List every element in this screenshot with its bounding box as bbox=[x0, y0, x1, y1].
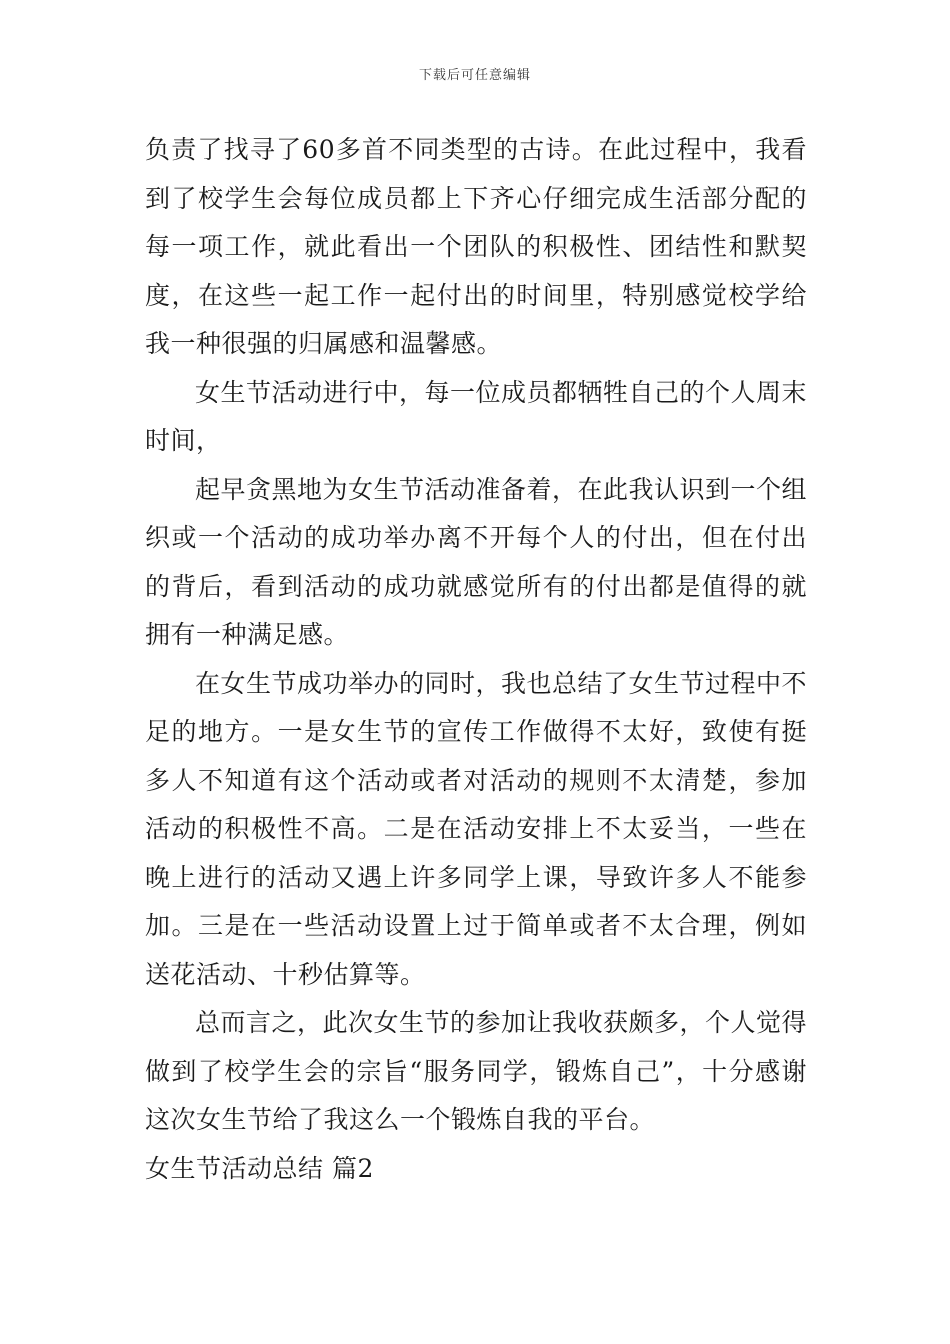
paragraph-5: 总而言之，此次女生节的参加让我收获颇多，个人觉得做到了校学生会的宗旨“服务同学，锻炼自己”，十分感谢这次女生节给了我这么一个锻炼自我的平台。 bbox=[145, 1008, 808, 1134]
header-note: 下载后可任意编辑 bbox=[418, 68, 531, 83]
paragraph-4: 在女生节成功举办的同时，我也总结了女生节过程中不足的地方。一是女生节的宣传工作做得不太好，致使有挺多人不知道有这个活动或者对活动的规则不太清楚，参加活动的积极性不高。二是在活动安排上不太妥当，一些在晚上进行的活动又遇上许多同学上课，导致许多人不能参加。三是在一些活动设置上过于简单或者不太合理，例如送花活动、十秒估算等。 bbox=[145, 668, 808, 989]
paragraph-2: 女生节活动进行中，每一位成员都牺牲自己的个人周末时间， bbox=[145, 377, 808, 455]
paragraph-1: 负责了找寻了60多首不同类型的古诗。在此过程中，我看到了校学生会每位成员都上下齐心仔细完成生活部分配的每一项工作，就此看出一个团队的积极性、团结性和默契度，在这些一起工作一起付出的时间里，特别感觉校学给我一种很强的归属感和温馨感。 bbox=[145, 135, 807, 358]
document-body bbox=[145, 126, 807, 1193]
paragraph-3: 起早贪黑地为女生节活动准备着，在此我认识到一个组织或一个活动的成功举办离不开每个人的付出，但在付出的背后，看到活动的成功就感觉所有的付出都是值得的就拥有一种满足感。 bbox=[145, 474, 808, 649]
section-heading: 女生节活动总结 篇2 bbox=[145, 1153, 374, 1183]
